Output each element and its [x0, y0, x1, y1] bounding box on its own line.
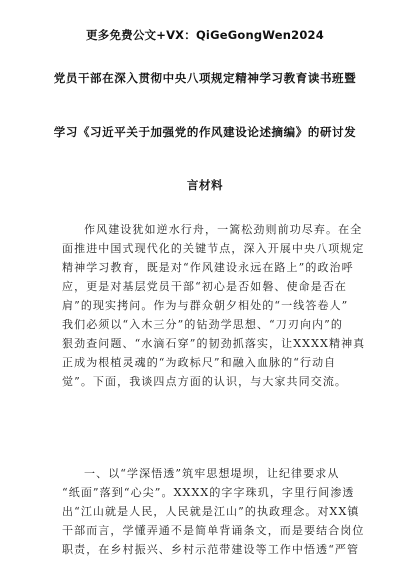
paragraph-line: 干部而言，学懂弄通不是简单背诵条文，而是要结合岗位: [62, 524, 365, 537]
paragraph-line: 一、以“学深悟透”筑牢思想堤坝，让纪律要求从: [84, 467, 340, 480]
document-title-line-3: 言材料: [186, 178, 224, 192]
paragraph-line: 应，更是对基层党员干部“初心是否如磐、使命是否在: [62, 280, 348, 293]
paragraph-line: “纸面”落到“心尖”。XXXX的字字珠玑，字里行间渗透: [62, 486, 355, 499]
paragraph-intro: [62, 220, 366, 391]
paragraph-line: 正成为根植灵魂的“为政标尺”和融入血脉的“行动自: [62, 356, 337, 369]
paragraph-line: 出“江山就是人民，人民就是江山”的执政理念。对XX镇: [62, 505, 360, 518]
paragraph-section-one: [62, 464, 365, 559]
promo-header: 更多免费公文+VX：QiGeGongWen2024: [86, 28, 324, 42]
paragraph-line: 作风建设犹如逆水行舟，一篙松劲则前功尽弃。在全: [84, 223, 363, 236]
paragraph-line: 面推进中国式现代化的关键节点，深入开展中央八项规定: [62, 242, 365, 255]
document-title-line-2: 学习《习近平关于加强党的作风建设论述摘编》的研讨发: [53, 125, 357, 139]
paragraph-line: 我们必须以“入木三分”的钻劲学思想、“刀刃向内”的: [62, 318, 343, 331]
paragraph-line: 职责，在乡村振兴、乡村示范带建设等工作中悟透“严管: [62, 543, 360, 556]
paragraph-line: 狠劲查问题、“水滴石穿”的韧劲抓落实，让XXXX精神真: [62, 337, 366, 350]
paragraph-line: 觉”。下面，我谈四点方面的认识，与大家共同交流。: [62, 375, 348, 388]
document-title-line-1: 党员干部在深入贯彻中央八项规定精神学习教育读书班暨: [53, 71, 357, 85]
paragraph-line: 精神学习教育，既是对“作风建设永远在路上”的政治呼: [62, 261, 354, 274]
paragraph-line: 肩”的现实拷问。作为与群众朝夕相处的“一线答卷人”: [62, 299, 349, 312]
